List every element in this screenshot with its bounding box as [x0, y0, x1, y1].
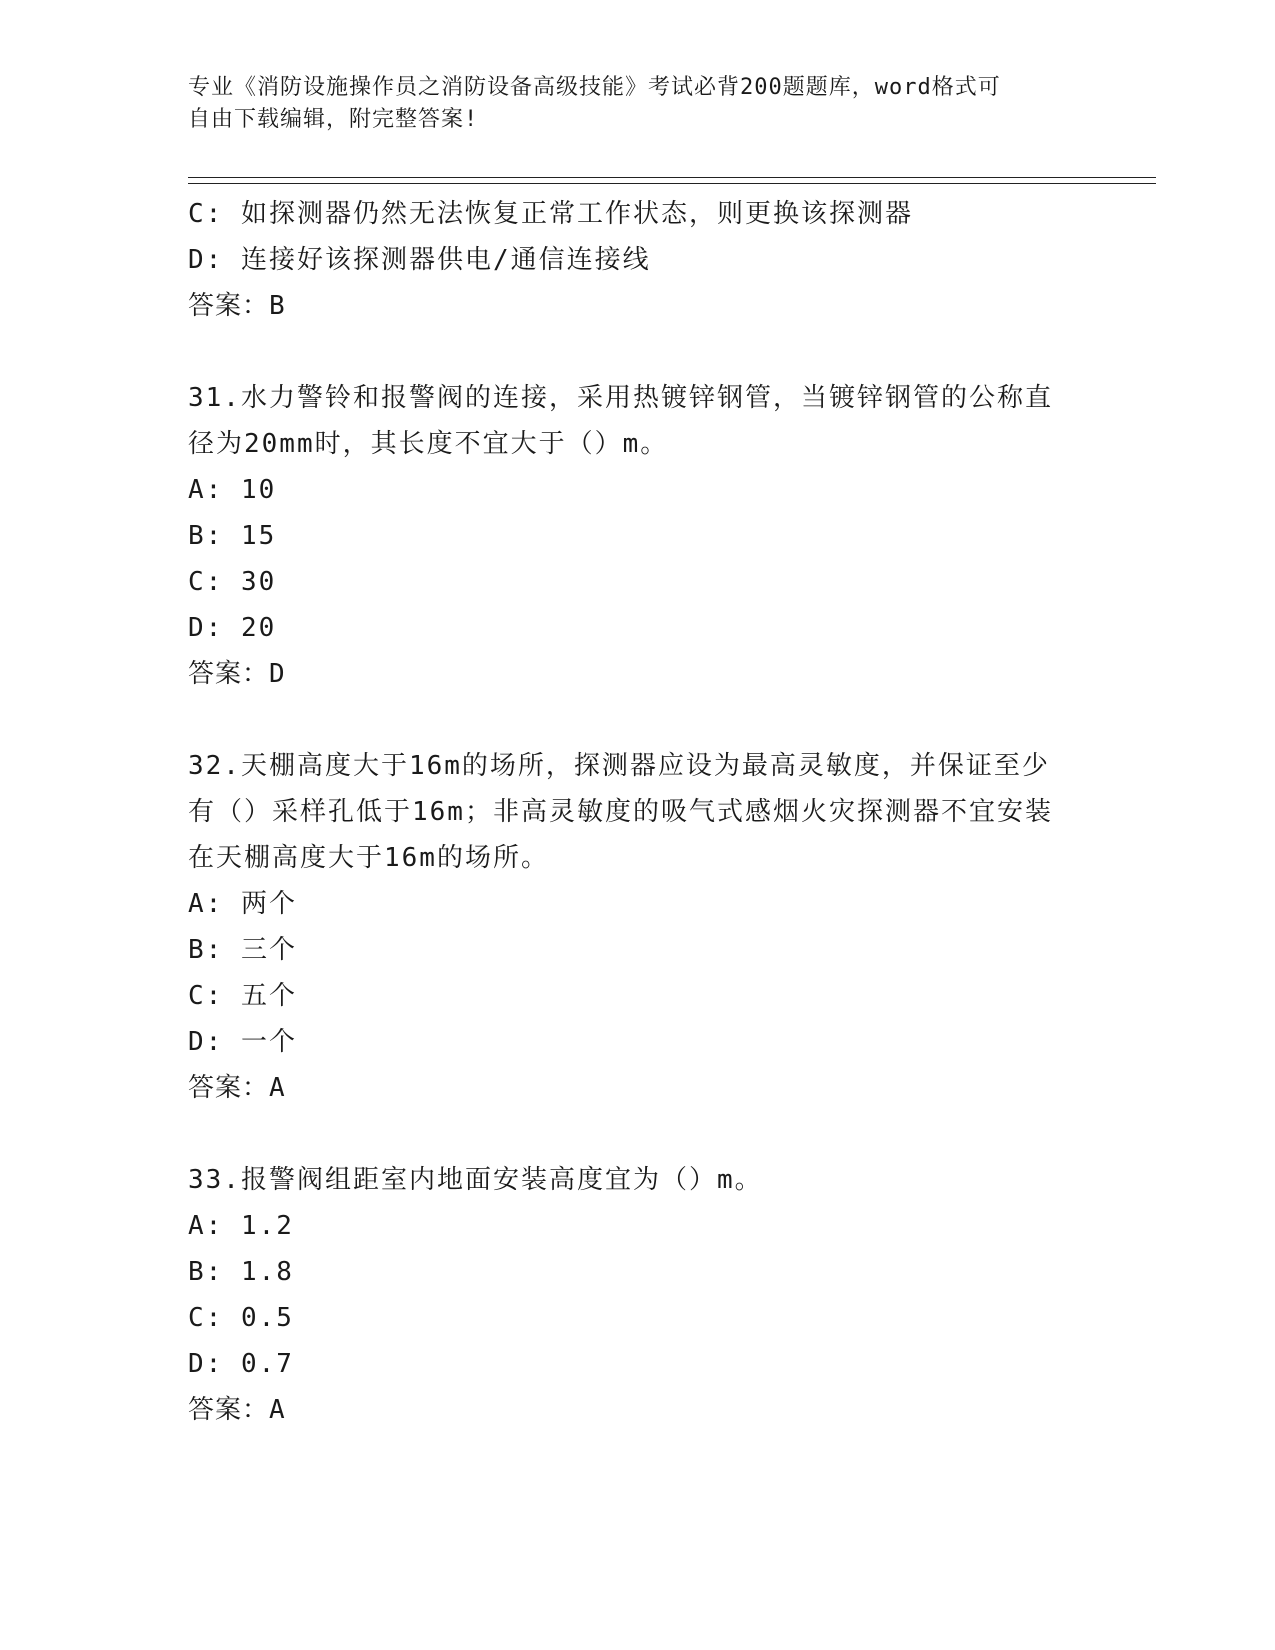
option-c: C: 30	[188, 567, 277, 597]
document-header	[188, 72, 1068, 136]
question-text-line: 径为20mm时，其长度不宜大于（）m。	[188, 429, 669, 459]
question-text-line: 31.水力警铃和报警阀的连接，采用热镀锌钢管，当镀锌钢管的公称直	[188, 383, 1053, 413]
question-text-line: 在天棚高度大于16m的场所。	[188, 843, 549, 873]
option-c: C: 0.5	[188, 1303, 294, 1333]
spacer	[188, 329, 1088, 375]
option-b: B: 三个	[188, 935, 297, 965]
option-d: D: 0.7	[188, 1349, 294, 1379]
option-d: D: 一个	[188, 1027, 297, 1057]
header-divider-top	[188, 177, 1156, 178]
option-b: B: 15	[188, 521, 277, 551]
question-text-line: 有（）采样孔低于16m；非高灵敏度的吸气式感烟火灾探测器不宜安装	[188, 797, 1053, 827]
option-a: A: 两个	[188, 889, 297, 919]
option-d: D: 20	[188, 613, 277, 643]
answer-line: 答案：D	[188, 659, 286, 689]
option-b: B: 1.8	[188, 1257, 294, 1287]
question-list	[188, 191, 1088, 1433]
question-31	[188, 375, 1088, 697]
answer-line: 答案：B	[188, 291, 286, 321]
continued-question-block	[188, 191, 1088, 329]
option-a: A: 1.2	[188, 1211, 294, 1241]
spacer	[188, 1111, 1088, 1157]
question-33	[188, 1157, 1088, 1433]
option-c: C: 如探测器仍然无法恢复正常工作状态，则更换该探测器	[188, 199, 913, 229]
option-c: C: 五个	[188, 981, 297, 1011]
question-text-line: 33.报警阀组距室内地面安装高度宜为（）m。	[188, 1165, 763, 1195]
answer-line: 答案：A	[188, 1073, 286, 1103]
question-text-line: 32.天棚高度大于16m的场所，探测器应设为最高灵敏度，并保证至少	[188, 751, 1050, 781]
header-title-line-2: 自由下载编辑，附完整答案!	[188, 107, 479, 132]
spacer	[188, 697, 1088, 743]
header-divider-bottom	[188, 183, 1156, 184]
option-a: A: 10	[188, 475, 277, 505]
answer-line: 答案：A	[188, 1395, 286, 1425]
question-32	[188, 743, 1088, 1111]
option-d: D: 连接好该探测器供电/通信连接线	[188, 245, 651, 275]
header-title-line-1: 专业《消防设施操作员之消防设备高级技能》考试必背200题题库，word格式可	[188, 75, 1001, 100]
